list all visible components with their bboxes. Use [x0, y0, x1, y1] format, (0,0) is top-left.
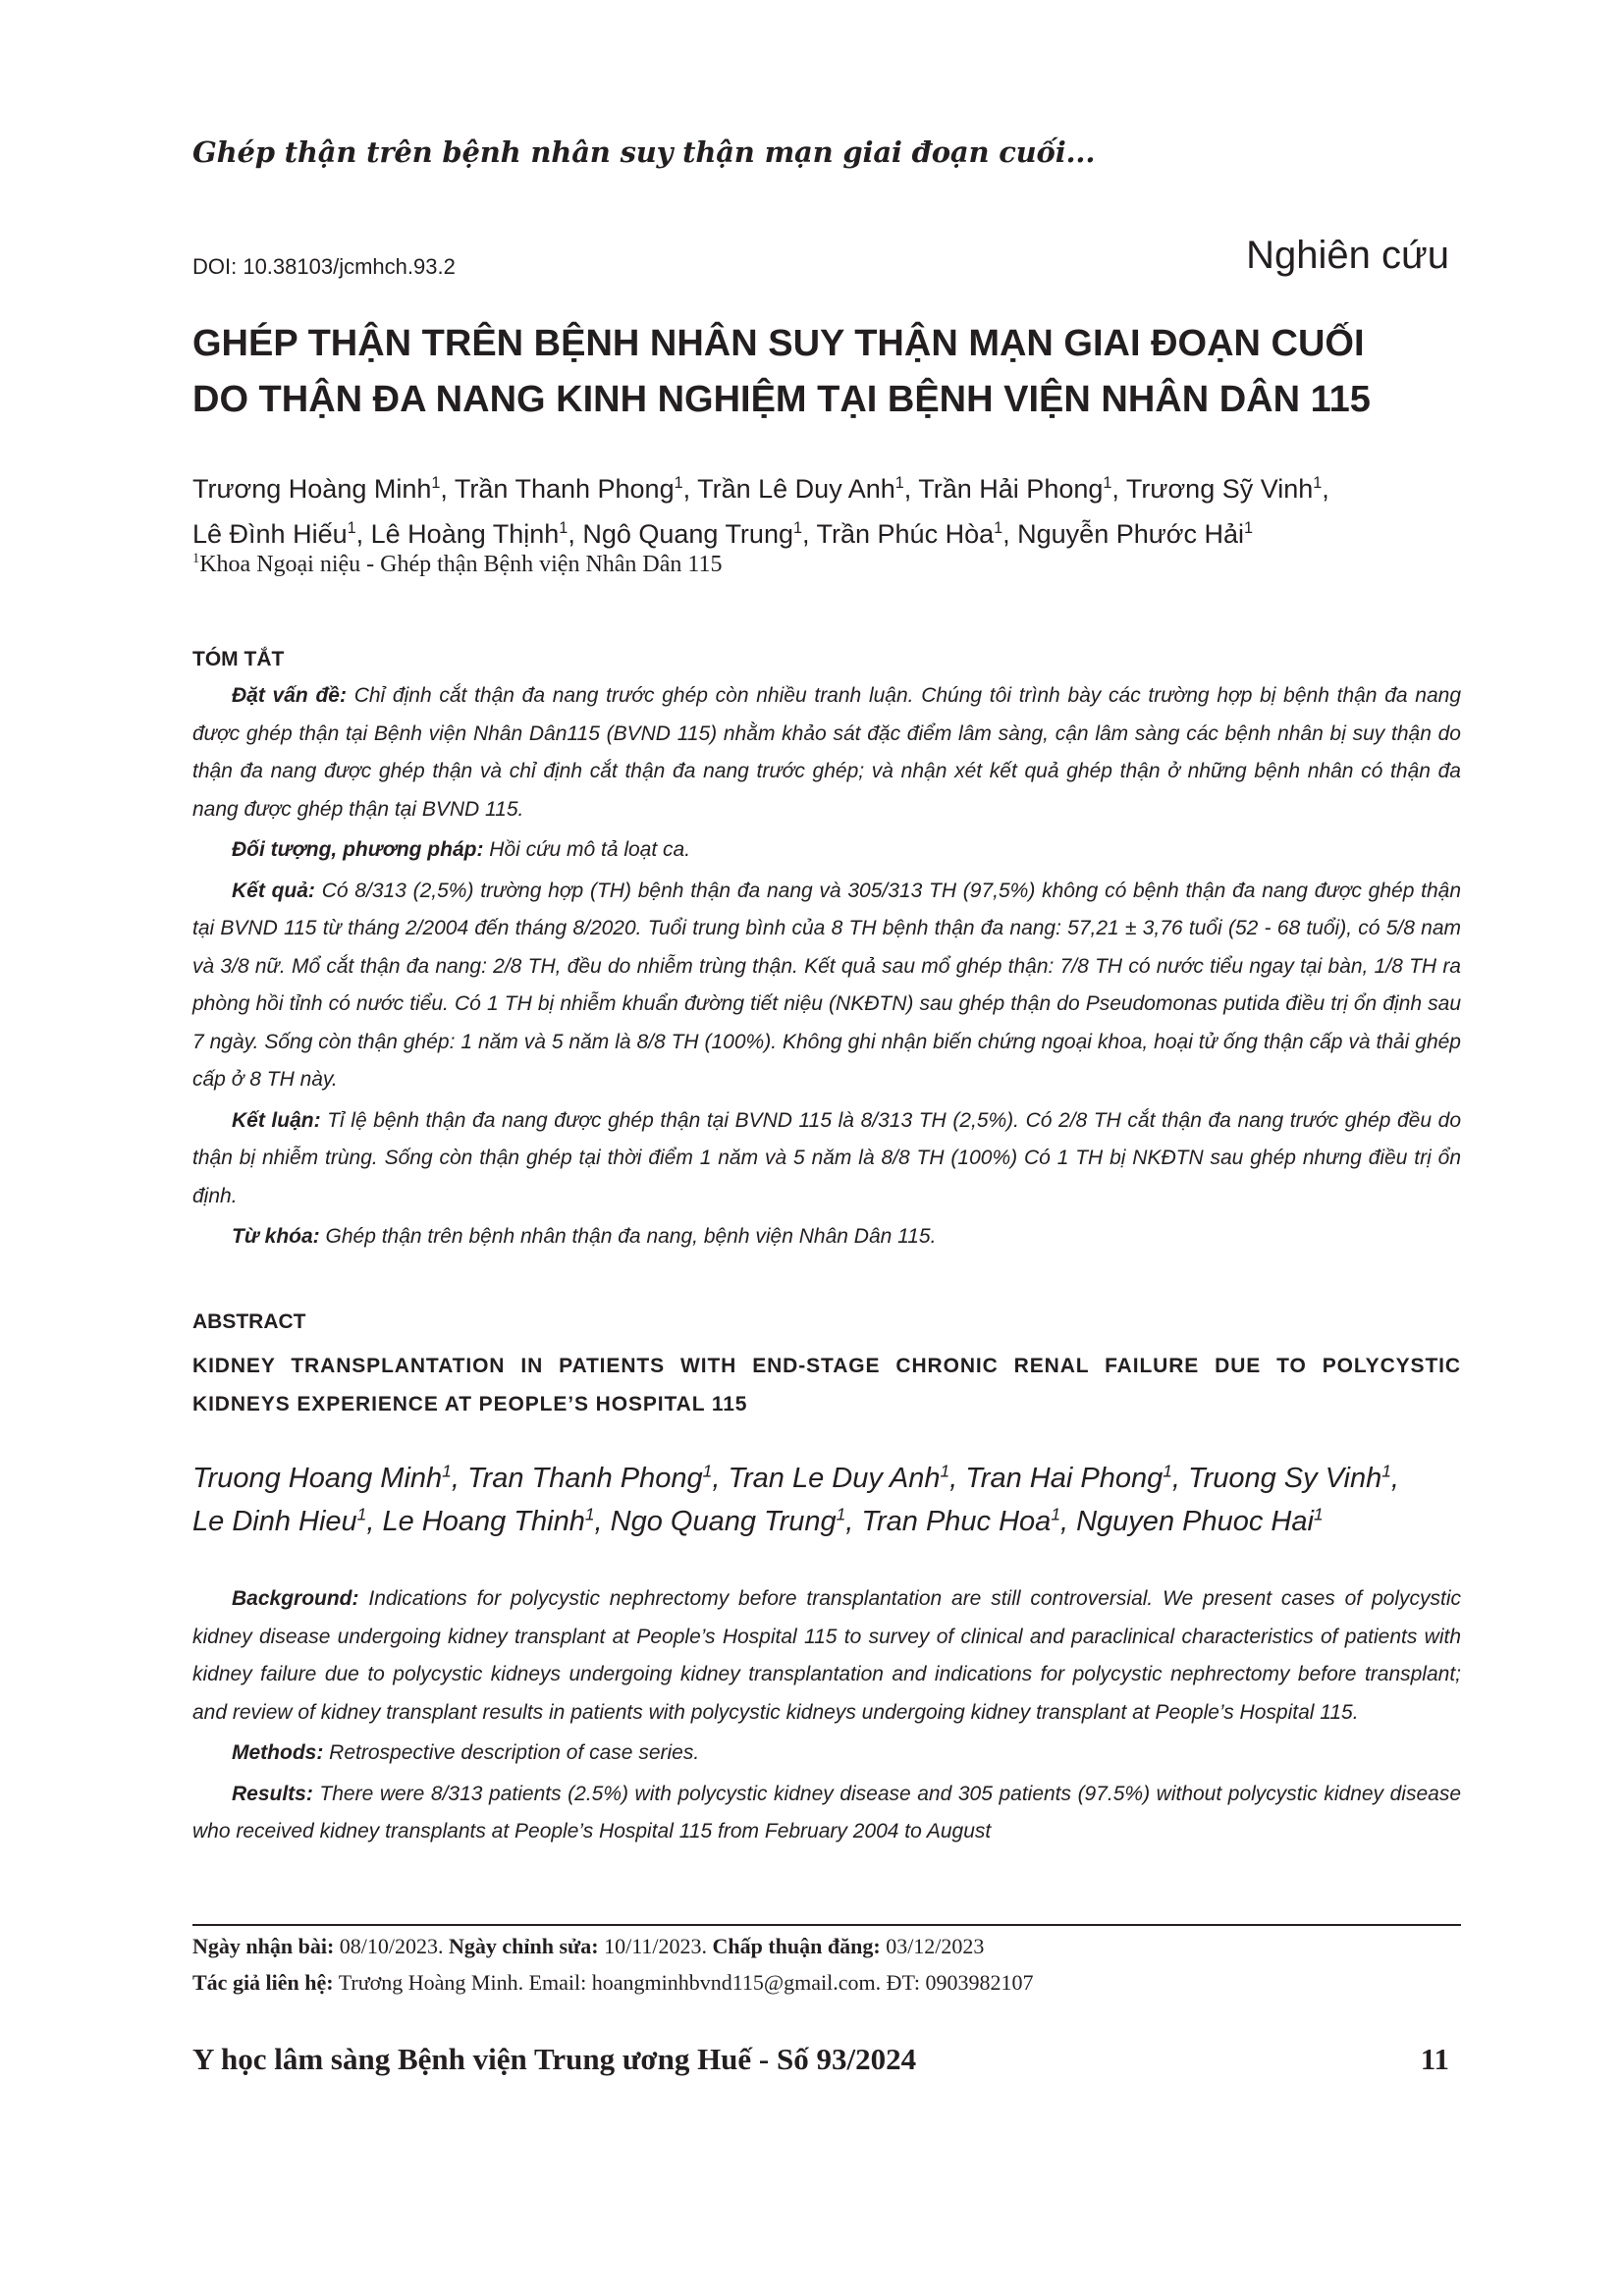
title-line-1: GHÉP THẬN TRÊN BỆNH NHÂN SUY THẬN MẠN GIAI ĐOẠN CUỐI	[192, 323, 1365, 364]
received-date: 08/10/2023.	[334, 1934, 450, 1958]
author-name: Trần Phúc Hòa	[816, 519, 995, 549]
affiliation-mark: 1	[1313, 1504, 1324, 1524]
contact-text: Trương Hoàng Minh. Email: hoangminhbvnd115@gmail.com. ĐT: 0903982107	[333, 1970, 1034, 1995]
abstract-vi-heading: TÓM TẮT	[192, 648, 285, 670]
author-name: Tran Hai Phong	[965, 1463, 1164, 1494]
background-label: Đặt vấn đề:	[232, 684, 347, 707]
results-label: Results:	[232, 1782, 313, 1805]
english-title: KIDNEY TRANSPLANTATION IN PATIENTS WITH END-STAGE CHRONIC RENAL FAILURE DUE TO POLYCYSTIC KIDNEYS EXPERIENCE AT PEOPLE’S HOSPITAL 115	[192, 1355, 1461, 1415]
abstract-vi	[192, 677, 1461, 1259]
footnote-dates	[192, 1934, 984, 1959]
author-name: Tran Phuc Hoa	[861, 1506, 1052, 1537]
abstract-en	[192, 1580, 1461, 1854]
section-label: Nghiên cứu	[1246, 234, 1449, 277]
contact-label: Tác giả liên hệ:	[192, 1970, 334, 1995]
methods-label: Đối tượng, phương pháp:	[232, 838, 484, 861]
affiliation-mark: 1	[894, 474, 904, 492]
affiliation-mark: 1	[940, 1461, 950, 1481]
affiliation-mark: 1	[1381, 1461, 1391, 1481]
footnote-contact	[192, 1970, 1034, 1996]
abstract-en-background	[192, 1580, 1461, 1732]
background-label: Background:	[232, 1587, 359, 1610]
results-text: There were 8/313 patients (2.5%) with polycystic kidney disease and 305 patients (97.5%) without polycystic kidney disease who received kidney transplants at People’s Hospital 115 from February 2004 to August	[192, 1782, 1461, 1842]
affiliation-mark: 1	[674, 474, 683, 492]
title-line-2: DO THẬN ĐA NANG KINH NGHIỆM TẠI BỆNH VIỆN NHÂN DÂN 115	[192, 379, 1371, 420]
results-text: Có 8/313 (2,5%) trường hợp (TH) bệnh thận đa nang và 305/313 TH (97,5%) không có bệnh thận đa nang được ghép thận tại BVND 115 từ tháng 2/2004 đến tháng 8/2020. Tuổi trung bình của 8 TH bệnh thận đa nang: 57,21 ± 3,76 tuổi (52 - 68 tuổi), có 5/8 nam và 3/8 nữ. Mổ cắt thận đa nang: 2/8 TH, đều do nhiễm trùng thận. Kết quả sau mổ ghép thận: 7/8 TH có nước tiểu ngay tại bàn, 1/8 TH ra phòng hồi tỉnh có nước tiểu. Có 1 TH bị nhiễm khuẩn đường tiết niệu (NKĐTN) sau ghép thận do Pseudomonas putida điều trị ổn định sau 7 ngày. Sống còn thận ghép: 1 năm và 5 năm là 8/8 TH (100%). Không ghi nhận biến chứng ngoại khoa, hoại tử ống thận cấp và thải ghép cấp ở 8 TH này.	[192, 879, 1462, 1091]
author-name: Lê Hoàng Thịnh	[370, 519, 560, 549]
author-name: Truong Sy Vinh	[1188, 1463, 1382, 1494]
methods-text: Hồi cứu mô tả loạt ca.	[483, 838, 691, 861]
author-name: Le Hoang Thinh	[382, 1506, 585, 1537]
background-text: Indications for polycystic nephrectomy before transplantation are still controversial. We present cases of polycystic kidney disease undergoing kidney transplant at People’s Hospital 115 to survey of clinical and paraclinical characteristics of patients with kidney failure due to polycystic kidneys undergoing kidney transplantation and indications for polycystic nephrectomy before transplant; and review of kidney transplant results in patients with polycystic kidneys undergoing kidney transplant at People’s Hospital 115.	[192, 1587, 1461, 1724]
revised-date: 10/11/2023.	[598, 1934, 713, 1958]
background-text: Chỉ định cắt thận đa nang trước ghép còn nhiều tranh luận. Chúng tôi trình bày các trường hợp bị bệnh thận đa nang được ghép thận tại Bệnh viện Nhân Dân115 (BVND 115) nhằm khảo sát đặc điểm lâm sàng, cận lâm sàng các bệnh nhân bị suy thận do thận đa nang được ghép thận và chỉ định cắt thận đa nang trước ghép; và nhận xét kết quả ghép thận ở những bệnh nhân có thận đa nang được ghép thận tại BVND 115.	[192, 684, 1461, 821]
results-label: Kết quả:	[232, 879, 315, 902]
affiliation-mark: 1	[1103, 474, 1112, 492]
doi[interactable]: DOI: 10.38103/jcmhch.93.2	[192, 254, 456, 279]
methods-label: Methods:	[232, 1741, 324, 1764]
affiliation-mark: 1	[584, 1504, 595, 1524]
article-title	[192, 316, 1469, 428]
author-name: Tran Le Duy Anh	[728, 1463, 941, 1494]
affiliation-mark: 1	[356, 1504, 367, 1524]
abstract-vi-conclusion	[192, 1102, 1461, 1216]
affiliation-mark: 1	[836, 1504, 846, 1524]
journal-footer: Y học lâm sàng Bệnh viện Trung ương Huế - Số 93/2024	[192, 2042, 917, 2076]
accepted-label: Chấp thuận đăng:	[712, 1934, 881, 1958]
affiliation-mark: 1	[1313, 474, 1323, 492]
abstract-en-heading: ABSTRACT	[192, 1310, 306, 1333]
affiliation-mark: 1	[347, 519, 356, 537]
author-name: Trương Sỹ Vinh	[1125, 474, 1314, 504]
abstract-en-methods	[192, 1735, 1461, 1773]
author-name: Trần Hải Phong	[918, 474, 1104, 504]
abstract-vi-methods	[192, 831, 1461, 870]
affiliation-mark: 1	[994, 519, 1003, 537]
methods-text: Retrospective description of case series.	[323, 1741, 700, 1764]
affiliation-mark: 1	[431, 474, 441, 492]
affiliation-mark: 1	[1051, 1504, 1060, 1524]
affiliation-mark: 1	[442, 1461, 452, 1481]
affiliation-mark: 1	[702, 1461, 713, 1481]
abstract-en-results	[192, 1776, 1461, 1851]
revised-label: Ngày chỉnh sửa:	[449, 1934, 599, 1958]
author-name: Le Dinh Hieu	[192, 1506, 357, 1537]
accepted-date: 03/12/2023	[880, 1934, 985, 1958]
author-name: Trần Lê Duy Anh	[697, 474, 895, 504]
author-name: Ngô Quang Trung	[582, 519, 793, 549]
running-head: Ghép thận trên bệnh nhân suy thận mạn giai đoạn cuối...	[192, 135, 1096, 169]
affiliation	[192, 551, 723, 578]
affiliation-mark: 1	[192, 551, 200, 566]
affiliation-mark: 1	[792, 519, 802, 537]
abstract-vi-background	[192, 677, 1461, 828]
keywords-label: Từ khóa:	[232, 1225, 320, 1248]
authors-en: Truong Hoang Minh$^1$, Tran Thanh Phong$^1$, Tran Le Duy Anh$^1$, Tran Hai Phong$^1$, Truong Sy Vinh$^1$, Le Dinh Hieu$^1$, Le Hoang Thinh$^1$, Ngo Quang Trung$^1$, Tran Phuc Hoa$^1$, Nguyen Phuoc Hai$^1$	[192, 1461, 1399, 1537]
received-label: Ngày nhận bài:	[192, 1934, 335, 1958]
footnote-divider	[192, 1924, 1461, 1926]
keywords-text: Ghép thận trên bệnh nhân thận đa nang, bệnh viện Nhân Dân 115.	[319, 1225, 937, 1248]
authors-vi: Trương Hoàng Minh$^1$, Trần Thanh Phong$^1$, Trần Lê Duy Anh$^1$, Trần Hải Phong$^1$, Trương Sỹ Vinh$^1$, Lê Đình Hiếu$^1$, Lê Hoàng Thịnh$^1$, Ngô Quang Trung$^1$, Trần Phúc Hòa$^1$, Nguyễn Phước Hải$^1$	[192, 474, 1329, 549]
conclusion-label: Kết luận:	[232, 1108, 321, 1132]
author-name: Lê Đình Hiếu	[192, 519, 348, 549]
page-number: 11	[1420, 2042, 1449, 2076]
conclusion-text: Tỉ lệ bệnh thận đa nang được ghép thận tại BVND 115 là 8/313 TH (2,5%). Có 2/8 TH cắt thận đa nang trước ghép đều do thận bị nhiễm trùng. Sống còn thận ghép tại thời điểm 1 năm và 5 năm là 8/8 TH (100%) Có 1 TH bị NKĐTN sau ghép nhưng điều trị ổn định.	[192, 1108, 1461, 1207]
affiliation-mark: 1	[1163, 1461, 1172, 1481]
author-name: Ngo Quang Trung	[610, 1506, 837, 1537]
author-name: Nguyễn Phước Hải	[1017, 519, 1245, 549]
author-name: Nguyen Phuoc Hai	[1076, 1506, 1314, 1537]
abstract-vi-results	[192, 873, 1461, 1099]
affiliation-mark: 1	[1244, 519, 1254, 537]
affiliation-text: Khoa Ngoại niệu - Ghép thận Bệnh viện Nhân Dân 115	[199, 552, 723, 577]
abstract-vi-keywords	[192, 1218, 1461, 1256]
author-name: Trương Hoàng Minh	[192, 474, 432, 504]
author-name: Tran Thanh Phong	[466, 1463, 703, 1494]
author-name: Truong Hoang Minh	[192, 1463, 443, 1494]
affiliation-mark: 1	[559, 519, 568, 537]
author-name: Trần Thanh Phong	[454, 474, 675, 504]
